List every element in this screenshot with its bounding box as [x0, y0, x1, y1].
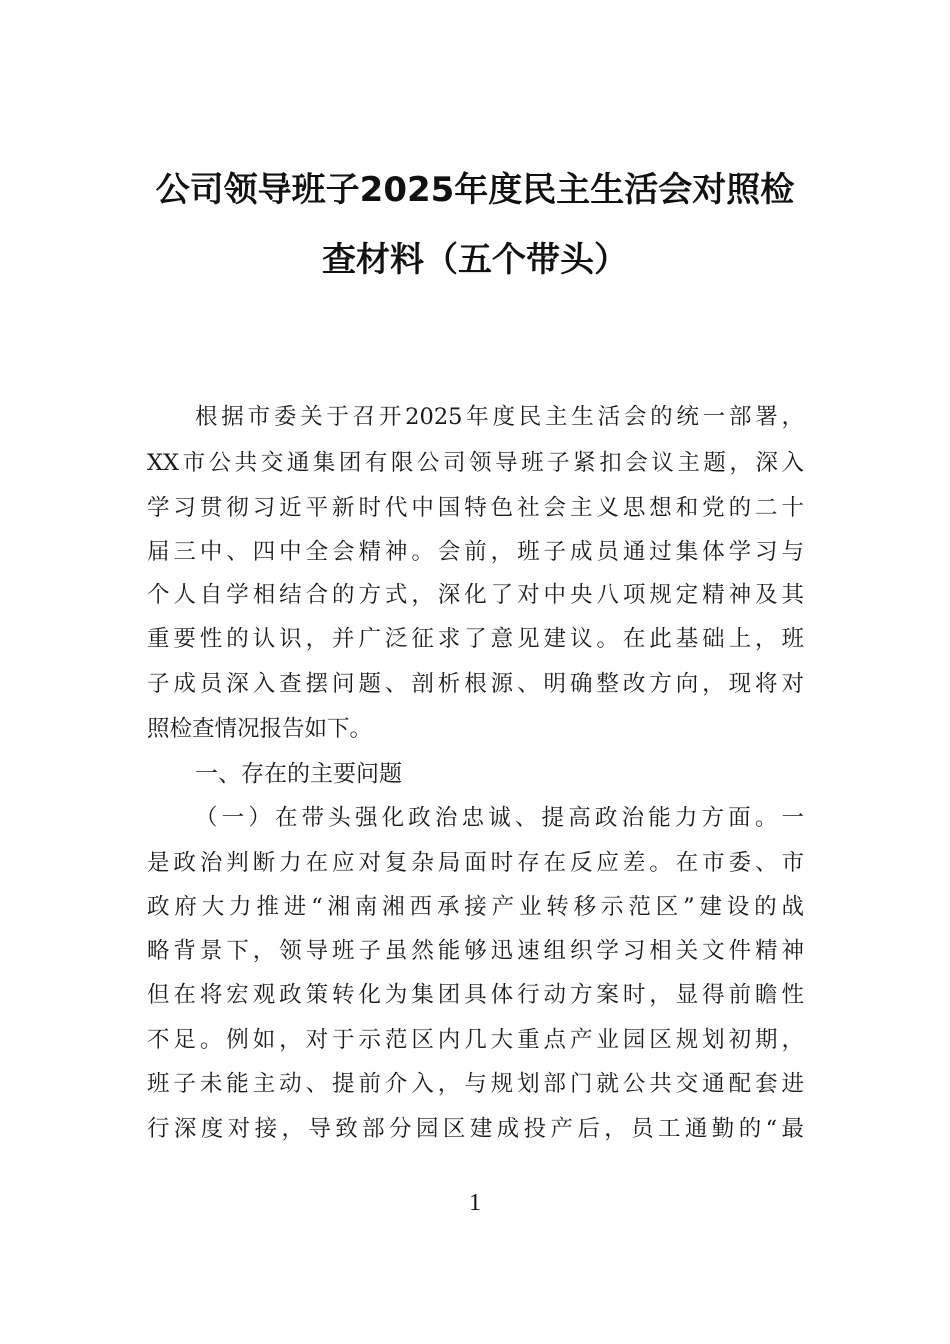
- paragraph-line: 子成员深入查摆问题、剖析根源、明确整改方向，现将对: [147, 671, 804, 697]
- paragraph-line: 略背景下，领导班子虽然能够迅速组织学习相关文件精神: [147, 938, 804, 964]
- paragraph-line: 行深度对接，导致部分园区建成投产后，员工通勤的“最: [147, 1116, 804, 1142]
- paragraph-line: 政府大力推进“湘南湘西承接产业转移示范区”建设的战: [147, 894, 804, 920]
- subsection-heading-line: （一）在带头强化政治忠诚、提高政治能力方面。一: [195, 805, 804, 831]
- paragraph-line: 是政治判断力在应对复杂局面时存在反应差。在市委、市: [147, 850, 804, 876]
- paragraph-line: 不足。例如，对于示范区内几大重点产业园区规划初期，: [147, 1027, 804, 1053]
- paragraph-line: XX市公共交通集团有限公司领导班子紧扣会议主题，深入: [147, 450, 804, 476]
- paragraph-line: 个人自学相结合的方式，深化了对中央八项规定精神及其: [147, 582, 804, 608]
- paragraph-line: 根据市委关于召开2025年度民主生活会的统一部署，: [195, 404, 804, 430]
- page-number: 1: [469, 1190, 481, 1216]
- section-heading: 一、存在的主要问题: [195, 761, 402, 787]
- paragraph-line: 班子未能主动、提前介入，与规划部门就公共交通配套进: [147, 1071, 804, 1097]
- paragraph-line: 重要性的认识，并广泛征求了意见建议。在此基础上，班: [147, 626, 804, 652]
- paragraph-line: 但在将宏观政策转化为集团具体行动方案时，显得前瞻性: [147, 982, 804, 1008]
- paragraph-line: 照检查情况报告如下。: [147, 716, 373, 742]
- document-title-line-2: 查材料（五个带头）: [322, 240, 628, 280]
- paragraph-line: 届三中、四中全会精神。会前，班子成员通过集体学习与: [147, 539, 804, 565]
- paragraph-line: 学习贯彻习近平新时代中国特色社会主义思想和党的二十: [147, 495, 804, 521]
- document-title-line-1: 公司领导班子2025年度民主生活会对照检: [155, 170, 795, 210]
